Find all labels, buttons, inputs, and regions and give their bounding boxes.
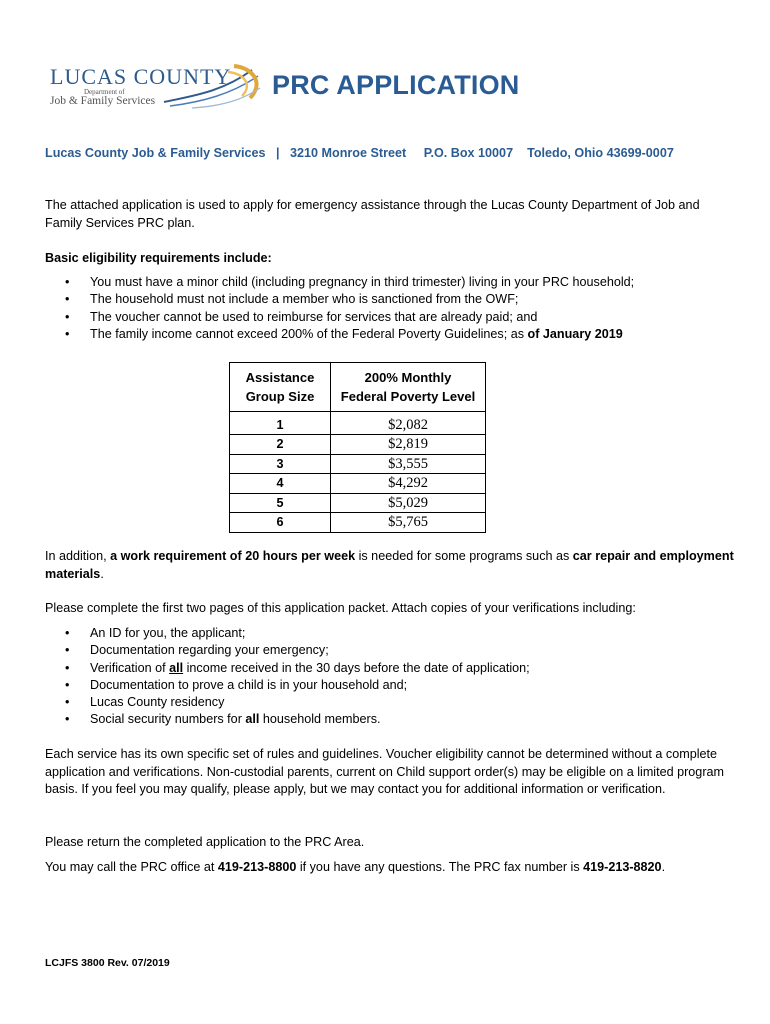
list-item: • Social security numbers for all household members. xyxy=(45,711,735,728)
amount-cell: $3,555 xyxy=(331,454,486,474)
page-title: PRC APPLICATION xyxy=(272,70,520,100)
fax-number: 419-213-8820 xyxy=(583,860,662,874)
group-size-cell: 4 xyxy=(230,474,331,494)
group-size-cell: 1 xyxy=(230,412,331,435)
return-paragraph: Please return the completed application to the PRC Area. xyxy=(45,835,365,849)
phone-number: 419-213-8800 xyxy=(217,860,297,874)
table-row xyxy=(230,454,486,474)
amount-cell: $2,819 xyxy=(331,435,486,455)
list-item: • The family income cannot exceed 200% of the Federal Poverty Guidelines; as of January 2019 xyxy=(45,326,735,343)
list-item: • Documentation to prove a child is in your household and; xyxy=(45,677,735,694)
table-row xyxy=(230,412,486,435)
amount-cell: $4,292 xyxy=(331,474,486,494)
list-item: • The voucher cannot be used to reimburse for services that are already paid; and xyxy=(45,309,735,326)
list-item: • Verification of all income received in the 30 days before the date of application; xyxy=(45,660,735,677)
amount-cell: $5,765 xyxy=(331,513,486,533)
address-org: Lucas County Job & Family Services xyxy=(45,146,266,160)
table-header-row xyxy=(230,363,486,412)
office-address xyxy=(45,146,674,160)
address-city: Toledo, Ohio 43699-0007 xyxy=(527,146,674,160)
form-number-footer: LCJFS 3800 Rev. 07/2019 xyxy=(45,957,170,969)
group-size-cell: 5 xyxy=(230,493,331,513)
group-size-cell: 2 xyxy=(230,435,331,455)
address-pobox: P.O. Box 10007 xyxy=(423,146,514,160)
group-size-cell: 6 xyxy=(230,513,331,533)
lucas-county-logo xyxy=(44,62,264,112)
list-item: • You must have a minor child (including pregnancy in third trimester) living in your PRC household; xyxy=(45,274,735,291)
logo-text-county: LUCAS COUNTY xyxy=(50,64,232,89)
table-row xyxy=(230,493,486,513)
group-size-cell: 3 xyxy=(230,454,331,474)
logo-text-department: Department of xyxy=(84,88,125,96)
income-date-text: of January 2019 xyxy=(527,326,623,341)
logo-text-jfs: Job & Family Services xyxy=(50,95,156,107)
list-item: • An ID for you, the applicant; xyxy=(45,625,735,642)
logo-swoosh-icon xyxy=(162,62,262,112)
amount-cell: $2,082 xyxy=(331,412,486,435)
work-requirement-paragraph: In addition, a work requirement of 20 hours per week is needed for some programs such as car repair and employment materials. xyxy=(45,549,734,581)
verifications-intro: Please complete the first two pages of this application packet. Attach copies of your verifications including: xyxy=(45,601,636,615)
poverty-level-table xyxy=(229,362,486,533)
intro-paragraph: The attached application is used to apply for emergency assistance through the Lucas County Department of Job and Family Services PRC plan. xyxy=(45,198,700,230)
rules-paragraph: Each service has its own specific set of rules and guidelines. Voucher eligibility cannot be determined without a complete application and verifications. Non-custodial parents, current on Child support order(s) may be eligible on a limited program basis. If you feel you may qualify, please apply, but we may contact you for additional information or verification. xyxy=(45,747,725,796)
address-separator: | xyxy=(275,146,280,160)
table-row xyxy=(230,474,486,494)
column-header-poverty-level: 200% Monthly Federal Poverty Level xyxy=(331,363,486,412)
verifications-list xyxy=(45,625,735,729)
list-item: • Documentation regarding your emergency; xyxy=(45,642,735,659)
address-street: 3210 Monroe Street xyxy=(290,146,407,160)
list-item: • The household must not include a member who is sanctioned from the OWF; xyxy=(45,291,735,308)
amount-cell: $5,029 xyxy=(331,493,486,513)
column-header-group-size: Assistance Group Size xyxy=(230,363,331,412)
table-row xyxy=(230,435,486,455)
table-row xyxy=(230,513,486,533)
eligibility-heading: Basic eligibility requirements include: xyxy=(45,251,272,265)
contact-paragraph: You may call the PRC office at 419-213-8800 if you have any questions. The PRC fax number is 419-213-8820. xyxy=(45,860,666,874)
eligibility-list xyxy=(45,274,735,343)
list-item: • Lucas County residency xyxy=(45,694,735,711)
